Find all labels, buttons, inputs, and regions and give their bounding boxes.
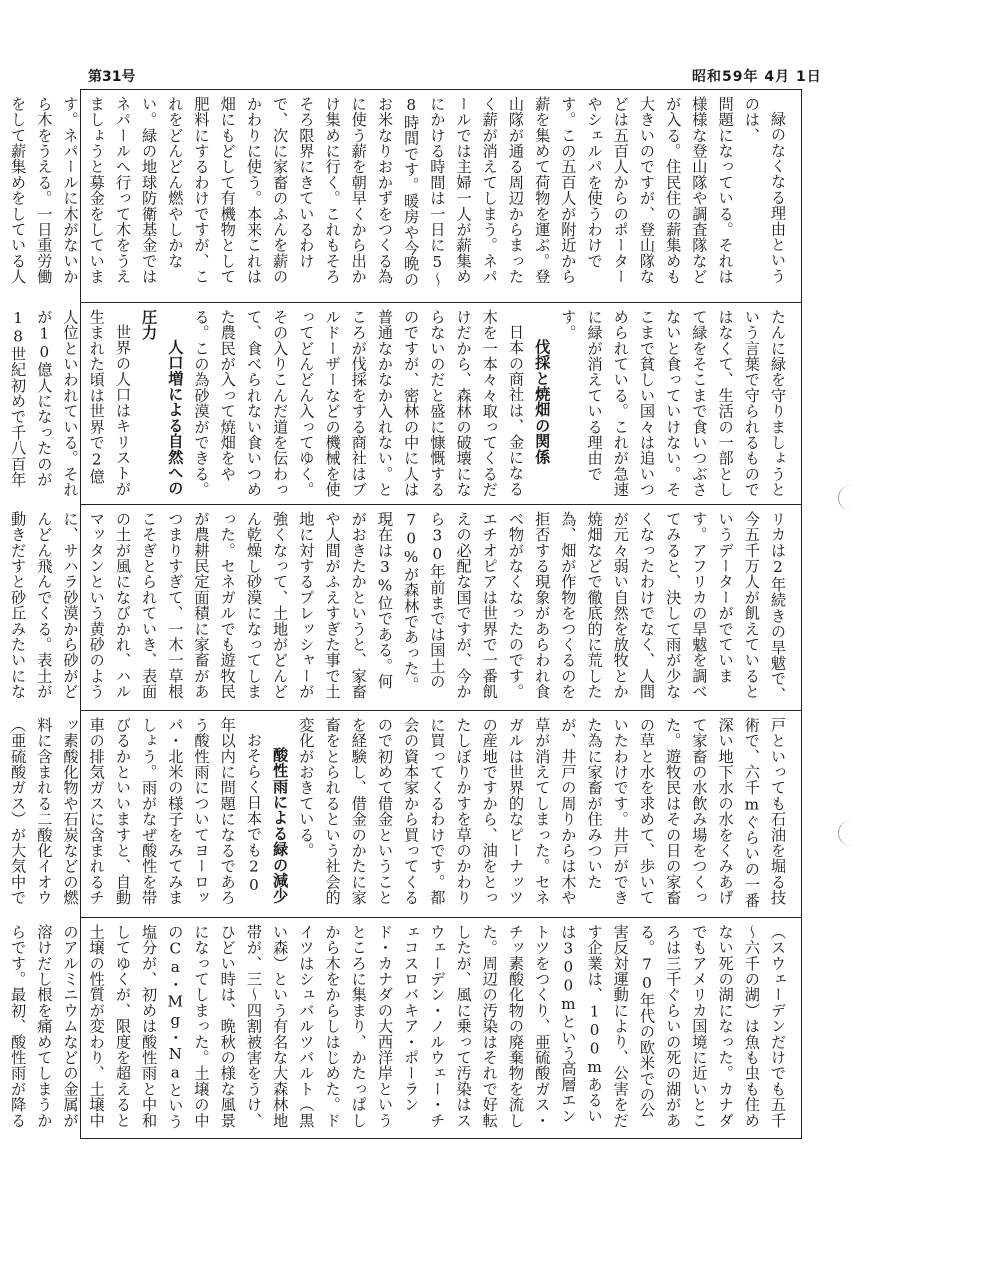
paragraph: 戸といっても石油を堀る技術で、六千mぐらいの一番深い地下水の水をくみあげて家畜の水飲み場をつくった。遊牧民はその日の家畜の草と水を求めて、歩いていたわけです。井戸ができた為に家畜が住みついたが、井戸の周りからは木や草が消えてしまった。セネガルは世界的なピーナッツの産地ですから、油をとったしぼりかすを草のかわりに買ってくるわけです。都会の資本家から買ってくるので初めて借金ということを経験し、借金のかたに家畜をとられるという社会的変化がおきている。 [297,717,787,909]
article-frame [9,89,802,1139]
text-band-1 [9,90,801,302]
text-column [9,924,791,1132]
paragraph: たんに緑を守りましょうという言葉で守られるものではなくて、生活の一部として緑をそこまで食いつぶさないと食っていけない。そこまで貧しい国々は追いつめられている。これが急速に緑が消えている理由です。 [559,309,787,498]
section-heading: 人口増による自然への圧力 [140,309,185,497]
text-band-5 [9,918,801,1138]
paragraph: 問題になっている。それは様様な登山隊や調査隊などが入る。住民住の薪集めも大きいのですが、登山隊などは五百人からのポーターやシェルパを使うわけです。この五百人が附近から薪を集めて荷物を運ぶ。登山隊が通る周辺からまったく薪が消えてしまう。ネパールでは主婦一人が薪集めにかける時間は一日に5～8時間です。暖房や今晩のお米なりおかずをつくる為に使う薪を朝早くから出かけ集めに行く。これもそろそろ限界にきているわけで、次に家畜のふんを薪のかわりに使う。本来これは畑にもどして有機物として肥料にするわけですが、これをどんどん燃やしかない。緑の地球防衛基金ではネパールへ行って木をうえましょうと募金をしています。ネパールに木がないから木をうえる。一日重労働をして薪集めをしている人 [9,96,735,288]
text-column [9,96,791,296]
issue-number: 第31号 [88,69,136,85]
section-heading: 酸性雨による緑の減少 [271,747,290,905]
text-band-3 [9,505,801,710]
section-heading: 伐採と焼畑の関係 [533,339,552,465]
paragraph: おそらく日本でも20年以内に問題になるであろう酸性雨についてヨーロッパ・北米の様子をみてみましょう。雨がなぜ酸性を帯びるかといいますと、自動車の排気ガスに含まれるチッ素酸化物や石炭などの燃料に含まれる二酸化イオウ（亜硫酸ガス）が大気中で [9,717,263,906]
paragraph: （スウェーデンだけでも五千～六千の湖）は魚も虫も住めない死の湖になった。カナダでもアメリカ国境に近いところは三千ぐらいの死の湖がある。70年代の欧米での公害反対運動により、公害をだす企業は、100mあるいは300mという高層エントツをつくり、亜硫酸ガス・チッ素酸化物の廃棄物を流した。周辺の汚染はそれで好転したが、風に乗って汚染はスウェーデン・ノルウェー・チェコスロバキア・ポーランド・カナダの大西洋岸というところに集まり、かたっぱしから木をからしはじめた。ドイツはシュバルツバルト（黒い森）という有名な大森林地帯が、三～四割被害をうけ、ひどい時は、晩秋の様な風景になってしまった。土壌の中のCa・Mg・Naという塩分が、初めは酸性雨と中和してゆくが、限度を超えると土壌の性質が変わり、土壌中のアルミニウムなどの金属が溶けだし根を痛めてしまうからです。最初、酸性雨が降る [9,924,787,1130]
punch-hole [838,820,865,846]
text-column [9,309,791,498]
text-band-4 [9,711,801,916]
issue-date: 昭和59年 4月 1日 [692,69,822,85]
text-band-2 [9,303,801,504]
paragraph: 緑のなくなる理由というのは、 [742,96,787,284]
paragraph: 世界の人口はキリストが生まれた頃は世界で2億人位といわれている。それが10億人になったのが18世紀初めで千八百年 [9,309,132,498]
punch-hole [838,485,865,511]
paragraph: リカは2年続きの旱魃で、今五千万人が飢えているというデーターがでています。アフリカの旱魃を調べてみると、決して雨が少なくなったわけでなく、人間が元々弱い自然を放牧とか焼畑などで徹底的に荒した為、畑が作物をつくるのを拒否する現象があらわれ食べ物がなくなったのです。エチオピアは世界で一番飢えの必配な国ですが、今から30年前までは国土の70%が森林であった。現在は3%位である。何がおきたかというと、家畜や人間がふえすぎた事で土地に対するプレッシャーが強くなって、土地がどんどん乾燥し砂漠になってしまった。セネガルでも遊牧民が農耕民定面積に家畜があつまりすぎて、一木一草根こそぎとられていき、表面の土が風になびかれ、ハルマッタンという黄砂のように、サハラ砂漠から砂がどんどん飛んでくる。表土が動きだすと砂丘みたいにな [9,511,787,703]
text-column [9,717,791,910]
paragraph: 日本の商社は、金になる木を一本々々取ってくるだけだから、森林の破壊にならないのだと盛に慷慨するのですが、密林の中に人は普通なかなか入れない。ところが伐採をする商社はブルドーザーなどの機械を使ってどんどん入ってゆく。その入りこんだ道を伝わって、食べられない食いつめた農民が入って焼畑をやる。この為砂漠ができる。 [192,309,525,498]
text-column [9,511,791,704]
